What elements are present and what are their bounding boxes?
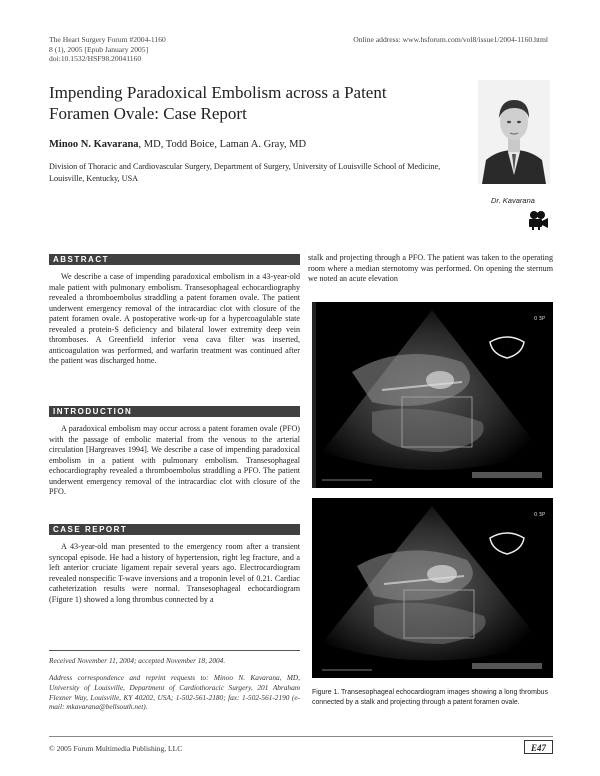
journal-doi: doi:10.1532/HSF98.20041160 [49,54,142,63]
case-report-body [49,542,300,605]
abstract-heading: ABSTRACT [49,254,300,265]
article-title: Impending Paradoxical Embolism across a Patent Foramen Ovale: Case Report [49,83,387,123]
video-camera-icon[interactable] [527,210,549,230]
introduction-text: A paradoxical embolism may occur across a patent foramen ovale (PFO) with the passage of embolic material from the venous to the arterial circulation [Hargreaves 1994]. We describe a case of impending paradoxical embolism in a patient with pulmonary embolism. Transesophageal echocardiography revealed a thromboembolus straddling a PFO. The patient underwent emergency removal of the intracardiac clot with closure of the PFO. [49,424,300,496]
correspondence-note: Address correspondence and reprint requests to: Minoo N. Kavarana, MD, University of Louisville, Department of Cardiothoracic Surgery, 201 Abraham Flexner Way, Louisville, KY 40202, USA; 1-502-561-2180; fax: 1-502-561-2190 (e-mail: mkavarana@bellsouth.net). [49,673,300,712]
copyright: © 2005 Forum Multimedia Publishing, LLC [49,744,183,753]
figure-caption: Figure 1. Transesophageal echocardiogram images showing a long thrombus connected by a stalk and projecting through a patent foramen ovale. [312,689,548,706]
case-report-continued [308,253,553,285]
footnote-rule [49,650,300,651]
case-report-text: A 43-year-old man presented to the emergency room after a transient syncopal episode. He had a history of hypertension, right leg fracture, and a left anterior cruciate ligament repair several years ago. Electrocardiogram revealed nonspecific T-wave inversions and a troponin level of 0.21. Cardiac catheterization results were normal. Transesophageal echocardiogram (Figure 1) showed a long thrombus connected by a [49,542,300,604]
echocardiogram-image-2 [312,498,553,678]
author-line [49,139,306,150]
svg-text:0 3P: 0 3P [534,316,545,322]
journal-info [49,35,166,64]
author-photo [478,80,550,184]
photo-caption: Dr. Kavarana [491,196,535,205]
introduction-heading: INTRODUCTION [49,406,300,417]
received-note: Received November 11, 2004; accepted November 18, 2004. [49,656,226,665]
affiliation: Division of Thoracic and Cardiovascular Surgery, Department of Surgery, University of Louisville School of Medicine, Louisville, Kentucky, USA [49,162,441,183]
echocardiogram-image-1 [312,302,553,488]
case-report-continued-text: stalk and projecting through a PFO. The patient was taken to the operating room where a median sternotomy was performed. On opening the sternum we noted an acute elevation [308,253,553,283]
online-address[interactable]: Online address: www.hsforum.com/vol8/issue1/2004-1160.html [353,35,548,44]
journal-line-1: The Heart Surgery Forum #2004-1160 [49,35,166,44]
footer-rule [49,736,553,737]
case-report-heading: CASE REPORT [49,524,300,535]
page-number: E47 [524,740,553,754]
abstract-body [49,272,300,367]
svg-text:0 3P: 0 3P [534,512,545,518]
journal-line-2: 8 (1), 2005 [Epub January 2005] [49,44,149,54]
abstract-text: We describe a case of impending paradoxical embolism in a 43-year-old male patient with pulmonary embolism. Transesophageal echocardiography revealed a thromboembolus straddling a patent foramen ovale. The patient underwent emergency removal of the intracardiac clot with closure of the patent foramen ovale. A postoperative work-up for a hypercoagulable state revealed a protein-S deficiency and bilateral lower extremity deep vein thromboses. A Greenfield inferior vena cava filter was inserted, anticoagulation was performed, and warfarin treatment was continued after the patient was discharged home. [49,272,300,365]
lead-author: Minoo N. Kavarana [49,139,139,150]
introduction-body [49,424,300,498]
co-authors: , MD, Todd Boice, Laman A. Gray, MD [138,139,307,150]
